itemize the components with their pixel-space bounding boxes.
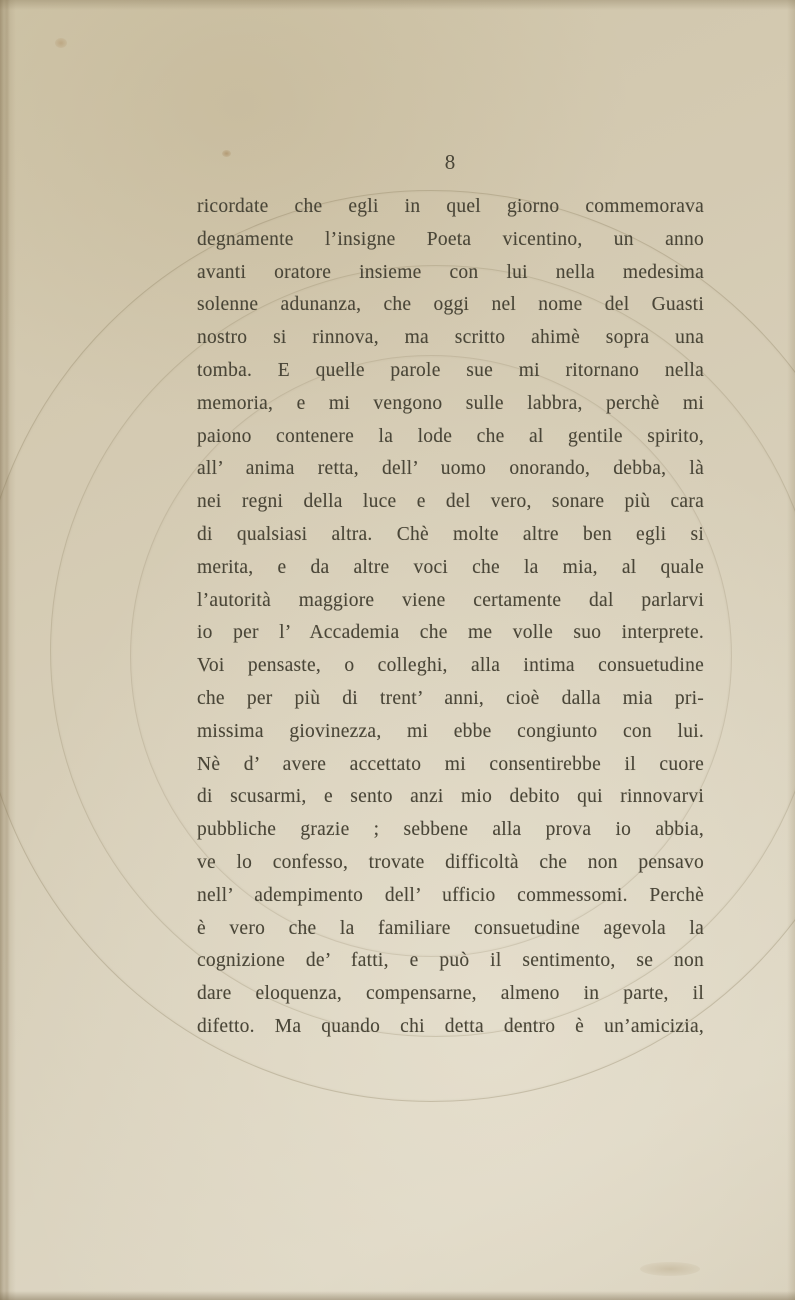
paper-stain <box>640 1262 700 1276</box>
text-line: nei regni della luce e del vero, sonare più cara <box>197 491 704 513</box>
text-line: paiono contenere la lode che al gentile spirito, <box>197 425 704 447</box>
page-number: 8 <box>444 150 457 174</box>
text-line: Nè d’ avere accettato mi consentirebbe il cuore <box>197 753 704 775</box>
text-line: pubbliche grazie ; sebbene alla prova io abbia, <box>197 819 704 841</box>
text-line: solenne adunanza, che oggi nel nome del Guasti <box>197 294 704 316</box>
text-line: merita, e da altre voci che la mia, al quale <box>197 556 704 578</box>
text-line: Voi pensaste, o colleghi, alla intima consuetudine <box>197 655 704 677</box>
text-line: ve lo confesso, trovate difficoltà che non pensavo <box>197 851 704 873</box>
text-line: all’ anima retta, dell’ uomo onorando, debba, là <box>197 458 704 480</box>
text-line: degnamente l’insigne Poeta vicentino, un anno <box>197 228 704 250</box>
text-line: che per più di trent’ anni, cioè dalla mia pri- <box>197 687 704 709</box>
paper-stain <box>55 38 67 48</box>
text-line: tomba. E quelle parole sue mi ritornano nella <box>197 359 704 381</box>
text-line: io per l’ Accademia che me volle suo interprete. <box>197 622 704 644</box>
text-line: di scusarmi, e sento anzi mio debito qui rinnovarvi <box>197 786 704 808</box>
text-line: cognizione de’ fatti, e può il sentimento, se non <box>197 950 704 972</box>
body-text <box>197 191 704 1044</box>
text-line: difetto. Ma quando chi detta dentro è un’amicizia, <box>197 1015 704 1037</box>
text-line: memoria, e mi vengono sulle labbra, perchè mi <box>197 392 704 414</box>
text-line: ricordate che egli in quel giorno commemorava <box>197 196 704 217</box>
text-line: nell’ adempimento dell’ ufficio commessomi. Perchè <box>197 884 704 906</box>
text-line: missima giovinezza, mi ebbe congiunto con lui. <box>197 720 704 742</box>
text-line: è vero che la familiare consuetudine agevola la <box>197 917 704 939</box>
text-line: l’autorità maggiore viene certamente dal parlarvi <box>197 589 704 611</box>
text-line: avanti oratore insieme con lui nella medesima <box>197 261 704 283</box>
text-line: dare eloquenza, compensarne, almeno in parte, il <box>197 983 704 1005</box>
page-bottom-edge <box>0 1291 795 1300</box>
page-top-edge <box>0 0 795 10</box>
page-right-edge <box>787 0 795 1300</box>
text-line: nostro si rinnova, ma scritto ahimè sopra una <box>197 327 704 349</box>
text-line: di qualsiasi altra. Chè molte altre ben egli si <box>197 523 704 545</box>
page-gutter-edge <box>0 0 16 1300</box>
